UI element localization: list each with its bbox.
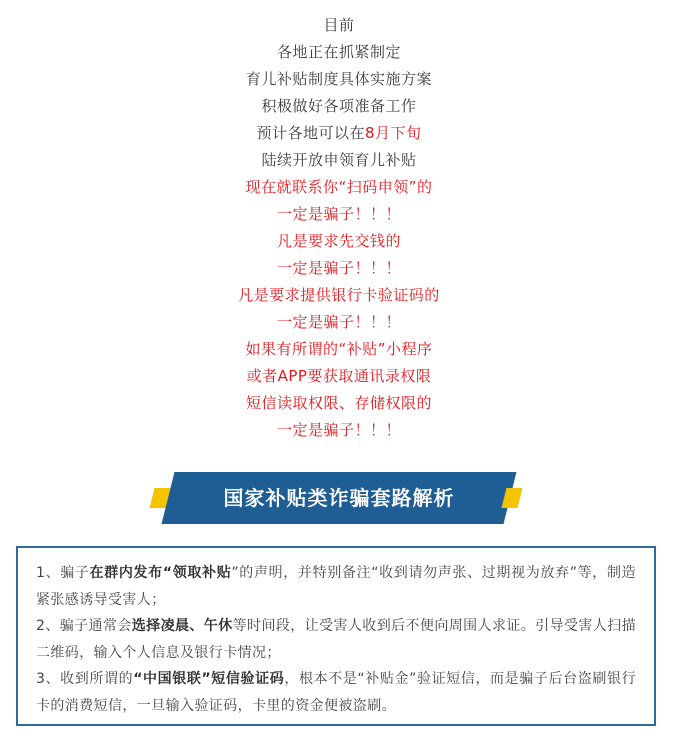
text-line: 积极做好各项准备工作 bbox=[261, 97, 417, 115]
section-banner bbox=[0, 472, 678, 524]
text-segment: 2、骗子通常会 bbox=[36, 618, 132, 634]
warning-line: 凡是要求提供银行卡验证码的 bbox=[238, 286, 440, 304]
warning-line: 一定是骗子！！！ bbox=[276, 313, 401, 331]
analysis-paragraph-3 bbox=[36, 666, 636, 719]
warning-line: 一定是骗子！！！ bbox=[276, 259, 401, 277]
warning-line: 凡是要求先交钱的 bbox=[276, 232, 401, 250]
text-line: 陆续开放申领育儿补贴 bbox=[261, 151, 417, 169]
text-segment: 1、骗子 bbox=[36, 565, 90, 581]
text-line: 各地正在抓紧制定 bbox=[276, 43, 401, 61]
bold-segment: 选择凌晨、午休 bbox=[131, 618, 233, 634]
bold-segment: 在群内发布 bbox=[89, 565, 163, 581]
analysis-paragraph-1 bbox=[36, 560, 636, 613]
text-segment: 等时间段，让受害人收到后不便向周围人求证。引导受害人扫描二维码，输入个人信息及银行卡情况； bbox=[36, 618, 636, 661]
warning-line: 一定是骗子！！！ bbox=[276, 205, 401, 223]
warning-line: 或者APP要获取通讯录权限 bbox=[246, 367, 432, 385]
text-line: 目前 bbox=[323, 16, 355, 34]
warning-line: 现在就联系你“扫码申领”的 bbox=[245, 178, 433, 196]
text-line-date bbox=[0, 120, 678, 147]
text-segment: 预计各地可以在 bbox=[256, 124, 365, 142]
text-segment: ”的声明，并特别备注“收到请勿声张、过期视为放弃”等，制造紧张感诱导受害人； bbox=[36, 565, 637, 608]
text-segment: ，根本不是“补贴金”验证短信，而是骗子后台盗刷银行卡的消费短信，一旦输入验证码，卡里的资金便被盗刷。 bbox=[36, 671, 636, 714]
announcement-text bbox=[0, 12, 678, 444]
bold-segment: 领取补贴 bbox=[172, 565, 232, 581]
analysis-box bbox=[16, 546, 656, 726]
date-highlight: 8月下旬 bbox=[364, 124, 422, 142]
warning-line: 短信读取权限、存储权限的 bbox=[245, 394, 432, 412]
text-line: 育儿补贴制度具体实施方案 bbox=[245, 70, 432, 88]
analysis-paragraph-2 bbox=[36, 613, 636, 666]
warning-line: 如果有所谓的“补贴”小程序 bbox=[245, 340, 433, 358]
bold-segment: “中国银联”短信验证码 bbox=[133, 671, 285, 687]
text-segment: 3、收到所谓的 bbox=[36, 671, 134, 687]
bold-segment: “ bbox=[162, 565, 173, 581]
banner-title: 国家补贴类诈骗套路解析 bbox=[223, 486, 455, 510]
warning-line: 一定是骗子！！！ bbox=[276, 421, 401, 439]
